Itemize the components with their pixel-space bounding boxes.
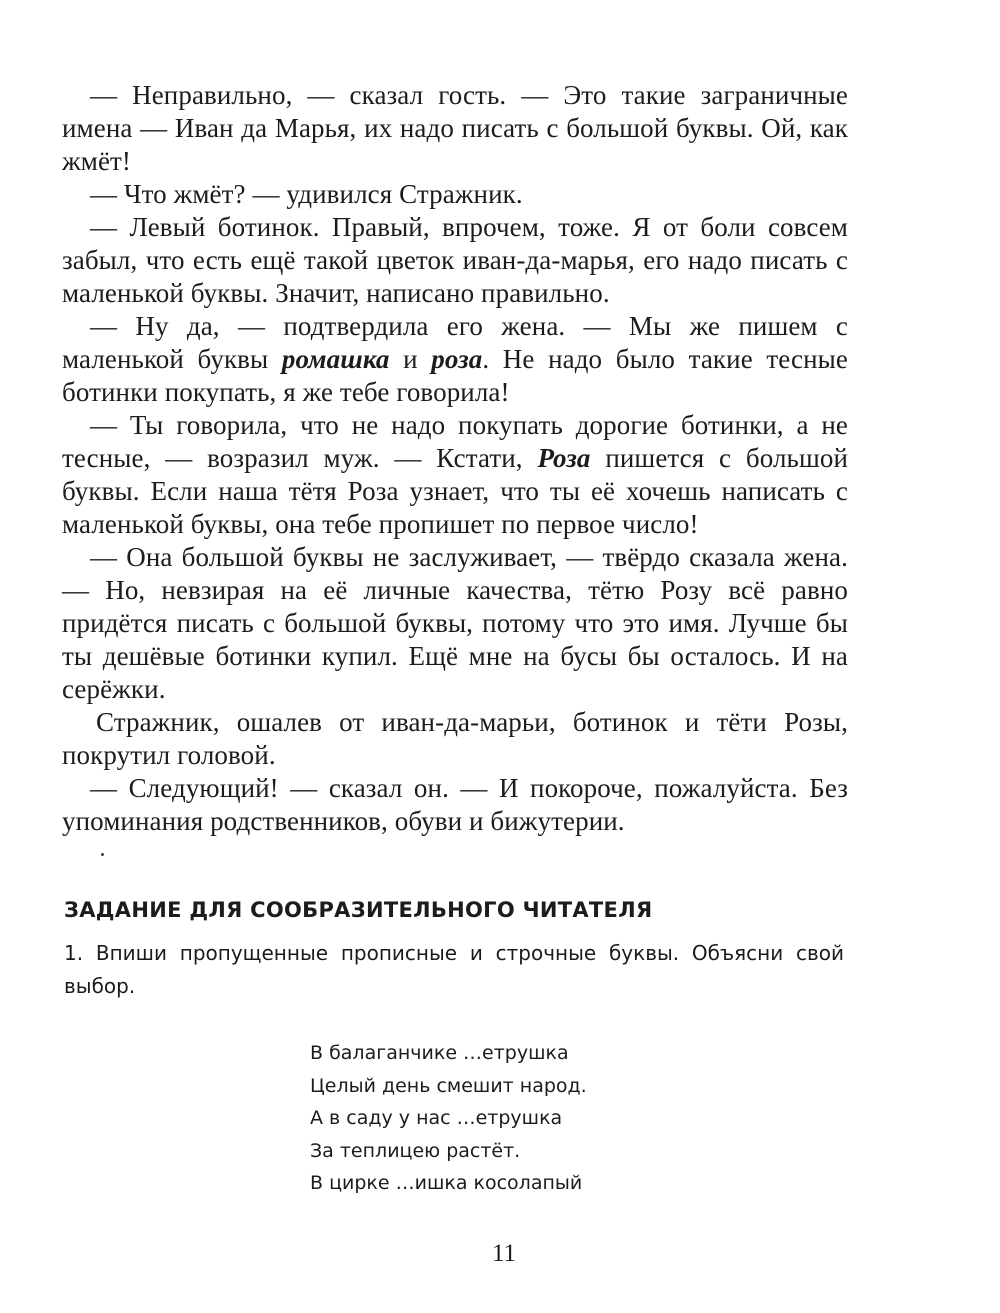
poem-line-5: В цирке …ишка косолапый: [310, 1172, 583, 1194]
task-heading: ЗАДАНИЕ ДЛЯ СООБРАЗИТЕЛЬНОГО ЧИТАТЕЛЯ: [64, 898, 653, 922]
poem-line-2: Целый день смешит народ.: [310, 1074, 587, 1097]
paragraph-3: — Левый ботинок. Правый, впрочем, тоже. Я от боли совсем забыл, что есть ещё такой цветок иван-да-марья, его надо писать с маленькой буквы. Значит, написано правильно.: [62, 212, 848, 308]
poem-line-1: В балаганчике …етрушка: [310, 1042, 569, 1064]
emphasis-roza: роза: [431, 344, 483, 374]
paragraph-7: Стражник, ошалев от иван-да-марьи, ботинок и тёти Розы, покрутил головой.: [62, 707, 848, 770]
task-item-1: [64, 937, 844, 1003]
paragraph-5: — Ты говорила, что не надо покупать дорогие ботинки, а не тесные, — возразил муж. — Кстати, Роза пишется с большой буквы. Если наша тётя Роза узнает, что ты её хочешь написать с маленькой буквы, она тебе пропишет по первое число!: [62, 410, 848, 539]
emphasis-roza-capital: Роза: [537, 443, 591, 473]
task-item-number: 1.: [64, 941, 84, 965]
task-item-text: Впиши пропущенные прописные и строчные буквы. Объясни свой выбор.: [64, 941, 845, 998]
paragraph-2: — Что жмёт? — удивился Стражник.: [90, 179, 523, 209]
paragraph-6: — Она большой буквы не заслуживает, — твёрдо сказала жена. — Но, невзирая на её личные качества, тётю Розу всё равно придётся писать с большой буквы, потому что это имя. Лучше бы ты дешёвые ботинки купил. Ещё мне на бусы бы осталось. И на серёжки.: [62, 542, 848, 704]
page-number: 11: [491, 1240, 517, 1267]
paragraph-4: — Ну да, — подтвердила его жена. — Мы же пишем с маленькой буквы ромашка и роза. Не надо было такие тесные ботинки покупать, я же тебе говорила!: [62, 311, 848, 407]
poem-line-3: А в саду у нас …етрушка: [310, 1107, 563, 1129]
print-speck: [101, 853, 104, 856]
story-text: [62, 79, 848, 838]
emphasis-romashka: ромашка: [281, 344, 390, 374]
paragraph-8: — Следующий! — сказал он. — И покороче, пожалуйста. Без упоминания родственников, обуви и бижутерии.: [62, 773, 848, 836]
paragraph-1: — Неправильно, — сказал гость. — Это такие заграничные имена — Иван да Марья, их надо писать с большой буквы. Ой, как жмёт!: [62, 80, 848, 176]
poem: [310, 1037, 587, 1200]
poem-line-4: За теплицею растёт.: [310, 1139, 521, 1162]
